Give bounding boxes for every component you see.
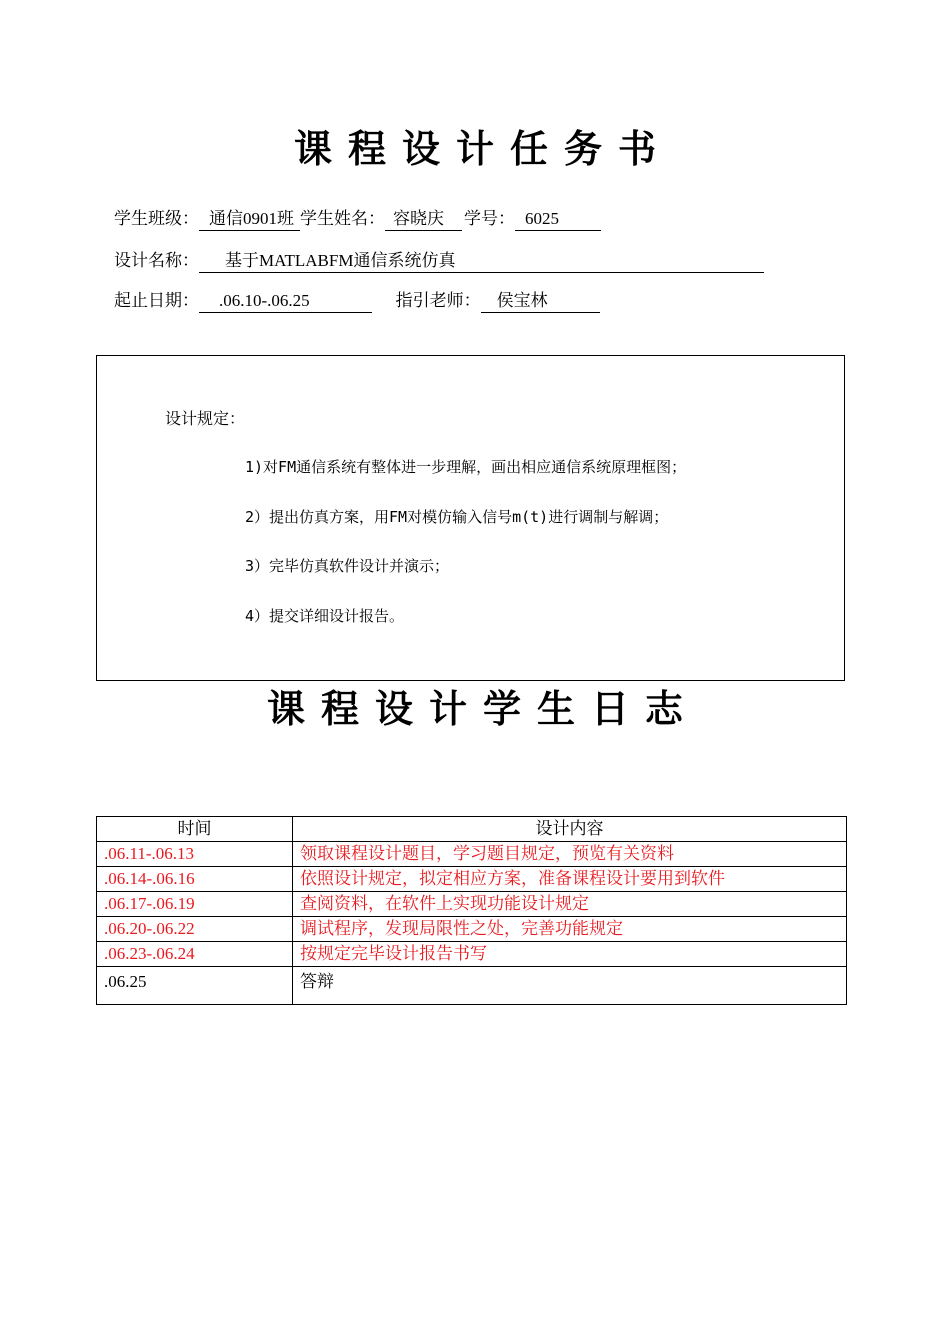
name-label: 学生姓名： [300, 209, 385, 229]
row-date: .06.23-.06.24 [97, 942, 293, 967]
table-row [97, 867, 847, 892]
row-content: 按规定完毕设计报告书写 [293, 942, 847, 967]
id-label: 学号： [464, 209, 515, 229]
row-content: 调试程序，发现局限性之处，完善功能规定 [293, 917, 847, 942]
class-info-line [114, 208, 601, 231]
row-content: 领取课程设计题目，学习题目规定，预览有关资料 [293, 842, 847, 867]
date-info-line [114, 290, 600, 313]
row-content: 答辩 [293, 967, 847, 1005]
table-row [97, 942, 847, 967]
table-row [97, 842, 847, 867]
table-header-row [97, 817, 847, 842]
header-content: 设计内容 [293, 817, 847, 842]
row-content: 依照设计规定，拟定相应方案，准备课程设计要用到软件 [293, 867, 847, 892]
row-content: 查阅资料，在软件上实现功能设计规定 [293, 892, 847, 917]
class-label: 学生班级： [114, 209, 199, 229]
header-time: 时间 [97, 817, 293, 842]
log-table [96, 816, 847, 1005]
requirement-item-2: 2）提出仿真方案，用FM对模仿输入信号m(t)进行调制与解调； [245, 508, 669, 526]
row-date: .06.17-.06.19 [97, 892, 293, 917]
design-label: 设计名称： [114, 251, 199, 271]
row-date: .06.11-.06.13 [97, 842, 293, 867]
task-title: 课程设计任务书 [293, 127, 672, 171]
row-date: .06.20-.06.22 [97, 917, 293, 942]
requirement-item-4: 4）提交详细设计报告。 [245, 607, 405, 625]
name-value: 容晓庆 [385, 208, 462, 231]
teacher-label: 指引老师： [395, 291, 481, 311]
table-row [97, 917, 847, 942]
design-value: 基于MATLABFM通信系统仿真 [199, 250, 764, 273]
table-row [97, 967, 847, 1005]
teacher-value: 侯宝林 [481, 290, 600, 313]
requirement-item-3: 3）完毕仿真软件设计并演示； [245, 557, 450, 575]
class-value: 通信0901班 [199, 208, 300, 231]
date-value: .06.10-.06.25 [199, 290, 372, 313]
requirement-item-1: 1)对FM通信系统有整体进一步理解，画出相应通信系统原理框图； [245, 458, 687, 476]
date-label: 起止日期： [114, 291, 199, 311]
row-date: .06.14-.06.16 [97, 867, 293, 892]
requirements-heading: 设计规定： [165, 409, 246, 428]
log-title: 课程设计学生日志 [266, 687, 699, 731]
row-date: .06.25 [97, 967, 293, 1005]
table-row [97, 892, 847, 917]
design-info-line [114, 250, 764, 273]
requirements-box [96, 355, 845, 681]
id-value: 6025 [515, 208, 601, 231]
